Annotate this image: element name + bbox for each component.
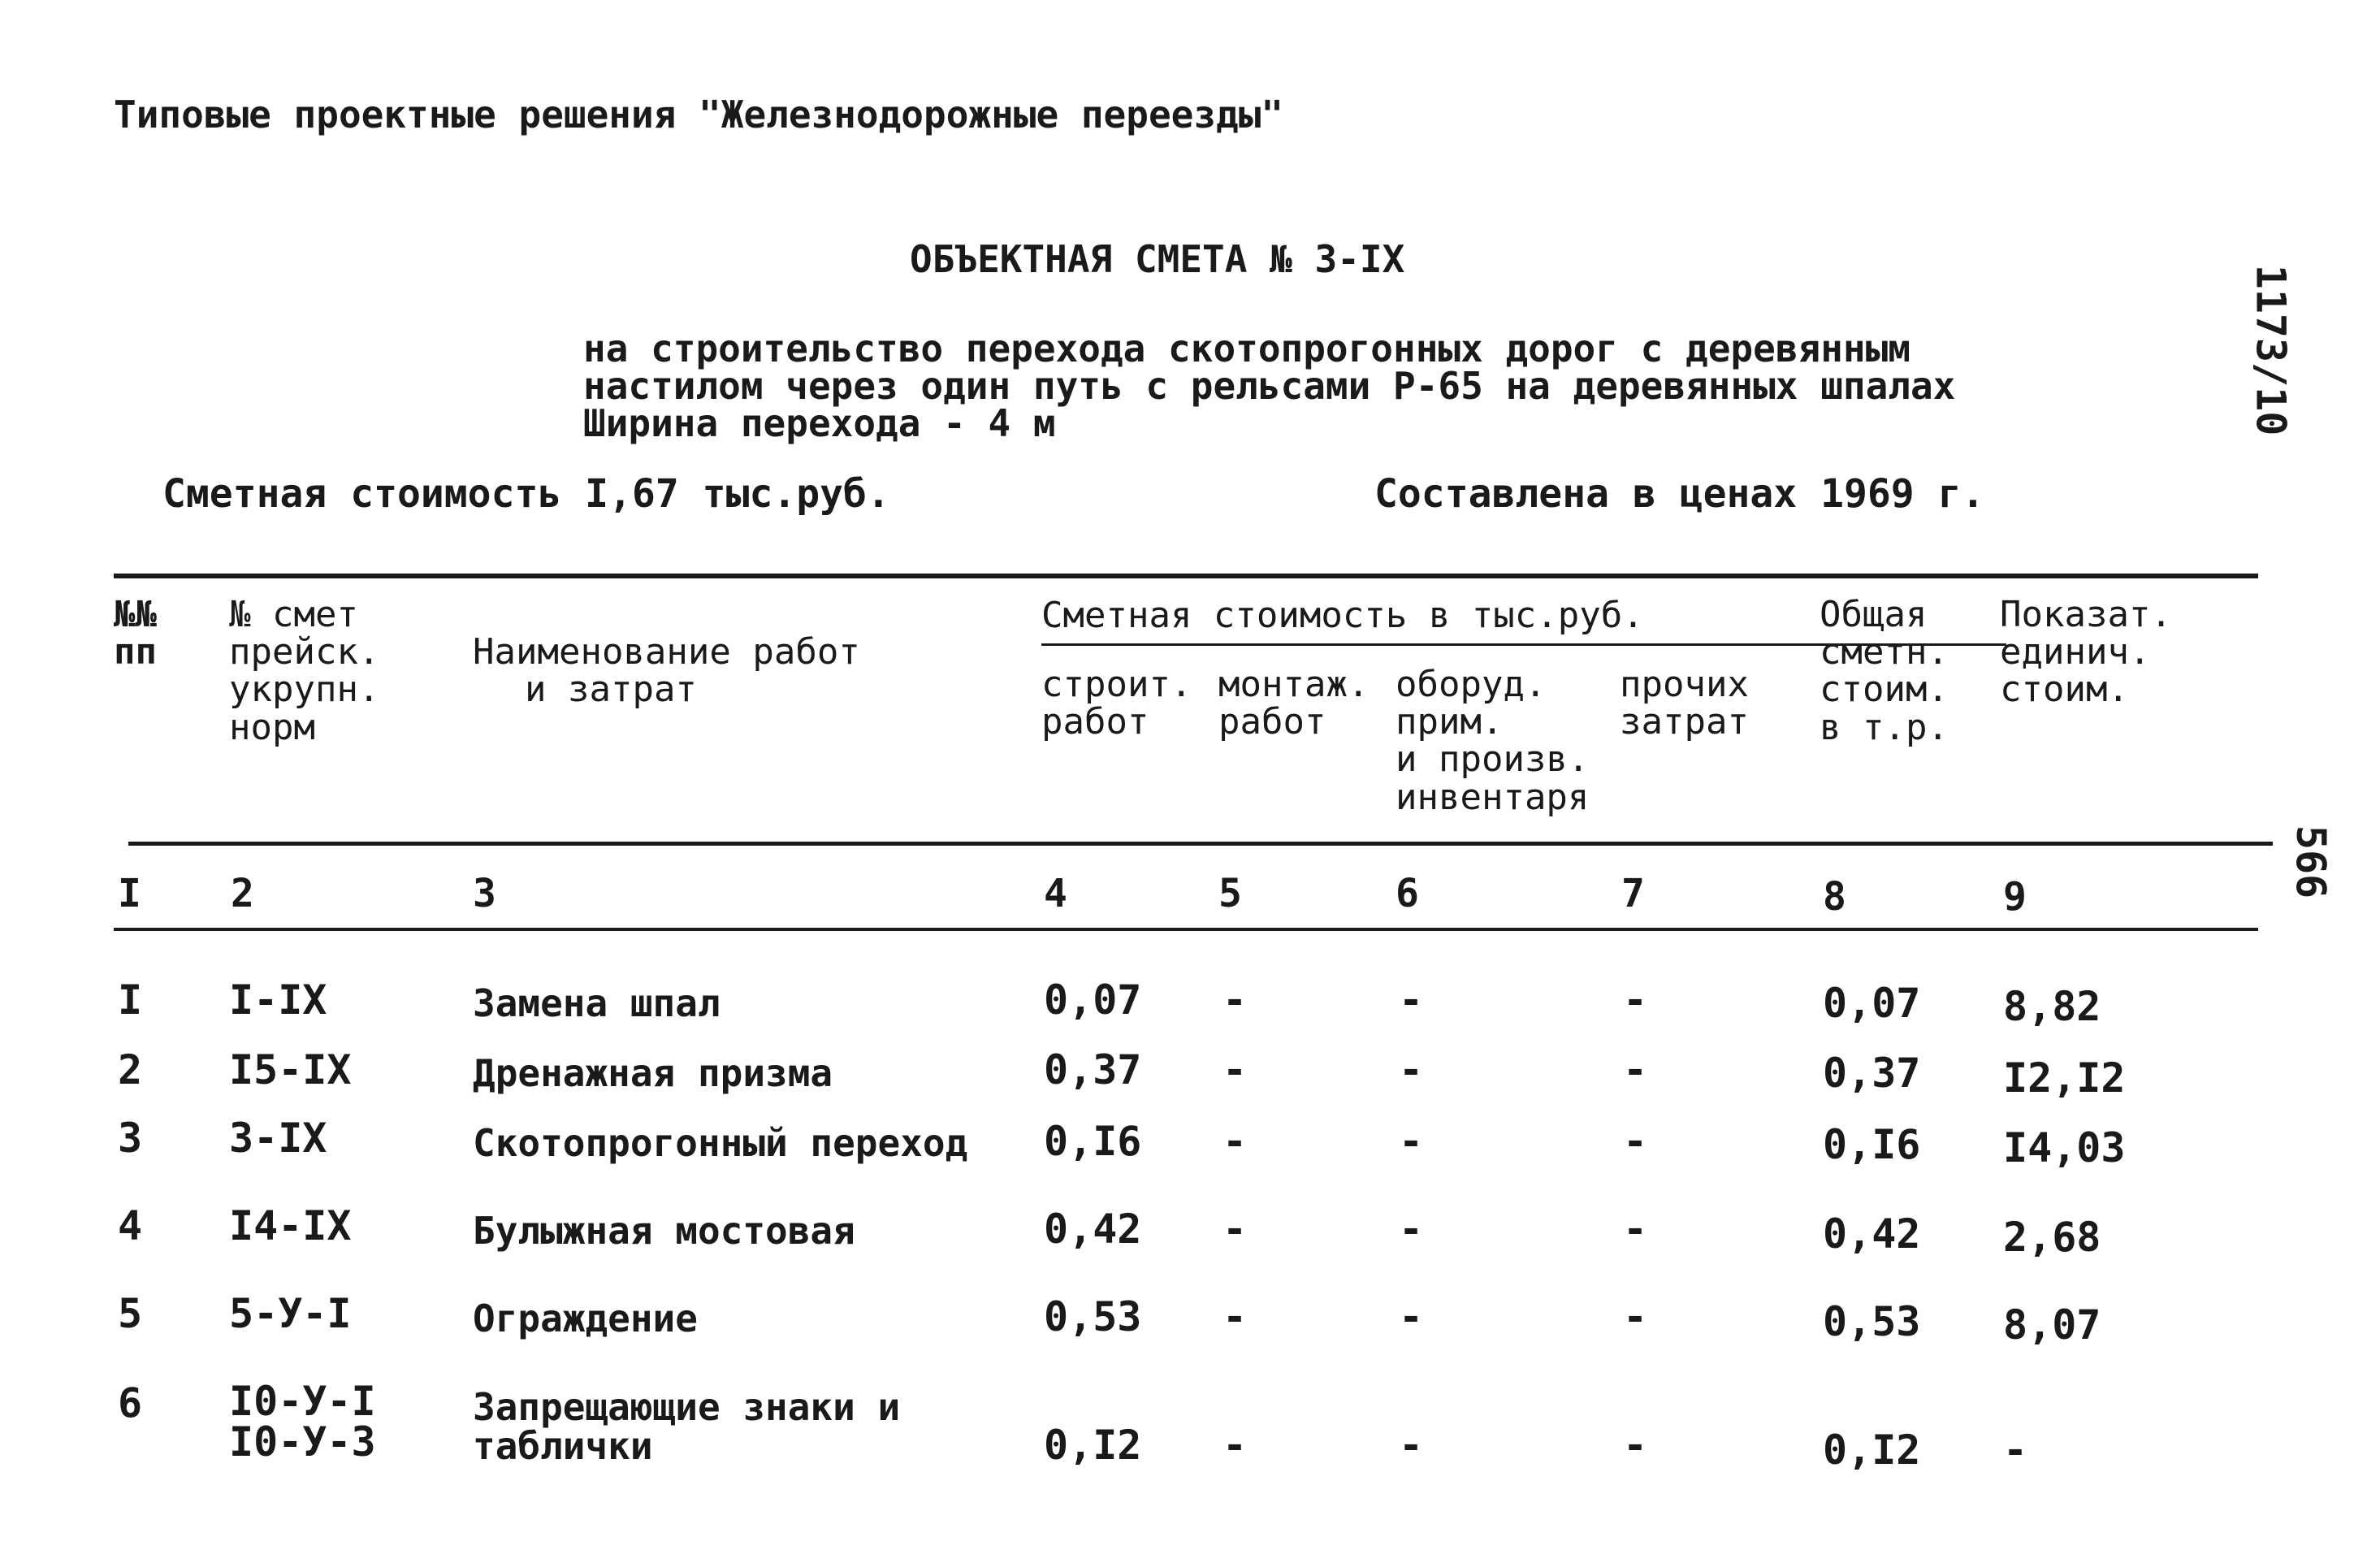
work-name: Булыжная мостовая (473, 1209, 855, 1253)
installation-cost: - (1222, 976, 1248, 1024)
column-number-8: 8 (1823, 874, 1846, 920)
total-cost: 0,53 (1823, 1298, 1921, 1345)
header-col-7: прочих затрат (1620, 664, 1749, 743)
header-col-4: строит. работ (1041, 664, 1192, 743)
series-header: Типовые проектные решения "Железнодорожные переезды" (114, 93, 1284, 136)
column-number-6: 6 (1396, 871, 1419, 916)
unit-cost-indicator: 8,82 (2003, 983, 2101, 1030)
column-number-7: 7 (1621, 871, 1645, 916)
work-name: Замена шпал (473, 981, 720, 1025)
installation-cost: - (1222, 1293, 1248, 1340)
work-name: Дренажная призма (473, 1051, 833, 1095)
column-number-3: 3 (473, 871, 496, 916)
column-number-5: 5 (1218, 871, 1242, 916)
document-title: ОБЪЕКТНАЯ СМЕТА № 3-IX (910, 237, 1405, 281)
header-group-cost: Сметная стоимость в тыс.руб. (1041, 595, 1644, 636)
estimate-code: I5-IX (229, 1046, 352, 1093)
row-number: 3 (118, 1115, 143, 1162)
installation-cost: - (1222, 1206, 1248, 1253)
header-col-8: Общая сметн. стоим. в т.р. (1820, 594, 1949, 748)
subtitle-line-2: настилом через один путь с рельсами Р-65 на деревянных шпалах (583, 364, 1956, 408)
row-number: I (118, 976, 143, 1024)
estimate-code: I4-IX (229, 1202, 352, 1249)
total-cost: 0,42 (1823, 1210, 1921, 1258)
unit-cost-indicator: - (2003, 1427, 2028, 1474)
header-col-2: № смет прейск. укрупн. норм (229, 594, 380, 748)
row-number: 6 (118, 1379, 143, 1427)
equipment-cost: - (1399, 1118, 1424, 1165)
row-number: 2 (118, 1046, 143, 1093)
header-col-1: №№ пп (114, 594, 157, 673)
other-cost: - (1623, 1206, 1648, 1253)
equipment-cost: - (1399, 1046, 1424, 1093)
construction-cost: 0,07 (1044, 976, 1142, 1024)
equipment-cost: - (1399, 1206, 1424, 1253)
other-cost: - (1623, 1293, 1648, 1340)
estimated-cost: Сметная стоимость I,67 тыс.руб. (162, 471, 890, 517)
column-number-2: 2 (231, 871, 254, 916)
column-number-9: 9 (2003, 874, 2027, 920)
archive-number-stamp: 1173/10 (2247, 264, 2295, 436)
unit-cost-indicator: 2,68 (2003, 1214, 2101, 1261)
column-number-1: I (118, 871, 141, 916)
unit-cost-indicator: 8,07 (2003, 1301, 2101, 1349)
installation-cost: - (1222, 1046, 1248, 1093)
construction-cost: 0,I2 (1044, 1422, 1142, 1469)
total-cost: 0,07 (1823, 980, 1921, 1027)
equipment-cost: - (1399, 1422, 1424, 1469)
construction-cost: 0,37 (1044, 1046, 1142, 1093)
total-cost: 0,I6 (1823, 1121, 1921, 1168)
other-cost: - (1623, 1118, 1648, 1165)
construction-cost: 0,42 (1044, 1206, 1142, 1253)
construction-cost: 0,53 (1044, 1293, 1142, 1340)
price-basis: Составлена в ценах 1969 г. (1374, 471, 1985, 517)
installation-cost: - (1222, 1422, 1248, 1469)
construction-cost: 0,I6 (1044, 1118, 1142, 1165)
column-number-4: 4 (1044, 871, 1067, 916)
unit-cost-indicator: I2,I2 (2003, 1054, 2126, 1102)
subtitle-line-1: на строительство перехода скотопрогонных дорог с деревянным (583, 327, 1910, 370)
page-number-stamp: 566 (2287, 825, 2335, 899)
equipment-cost: - (1399, 976, 1424, 1024)
header-col-5: монтаж. работ (1218, 664, 1370, 743)
column-numbers-rule (114, 928, 2258, 931)
estimate-code: 5-У-I (229, 1290, 352, 1337)
estimate-code: I0-У-I I0-У-3 (229, 1378, 376, 1466)
unit-cost-indicator: I4,03 (2003, 1124, 2126, 1171)
other-cost: - (1623, 1046, 1648, 1093)
total-cost: 0,I2 (1823, 1427, 1921, 1474)
equipment-cost: - (1399, 1293, 1424, 1340)
other-cost: - (1623, 1422, 1648, 1469)
header-bottom-rule (128, 842, 2273, 846)
header-col-9: Показат. единич. стоим. (2000, 594, 2172, 711)
header-col-6: оборуд. прим. и произв. инвентаря (1396, 664, 1590, 818)
total-cost: 0,37 (1823, 1050, 1921, 1097)
subtitle-line-3: Ширина перехода - 4 м (583, 401, 1056, 445)
header-col-3: Наименование работ и затрат (473, 631, 860, 711)
installation-cost: - (1222, 1118, 1248, 1165)
work-name: Запрещающие знаки и таблички (473, 1385, 901, 1469)
row-number: 5 (118, 1290, 143, 1337)
other-cost: - (1623, 976, 1648, 1024)
estimate-code: 3-IX (229, 1115, 327, 1162)
estimate-code: I-IX (229, 976, 327, 1024)
work-name: Скотопрогонный переход (473, 1121, 968, 1165)
work-name: Ограждение (473, 1297, 698, 1340)
row-number: 4 (118, 1202, 143, 1249)
table-top-rule (114, 574, 2258, 578)
